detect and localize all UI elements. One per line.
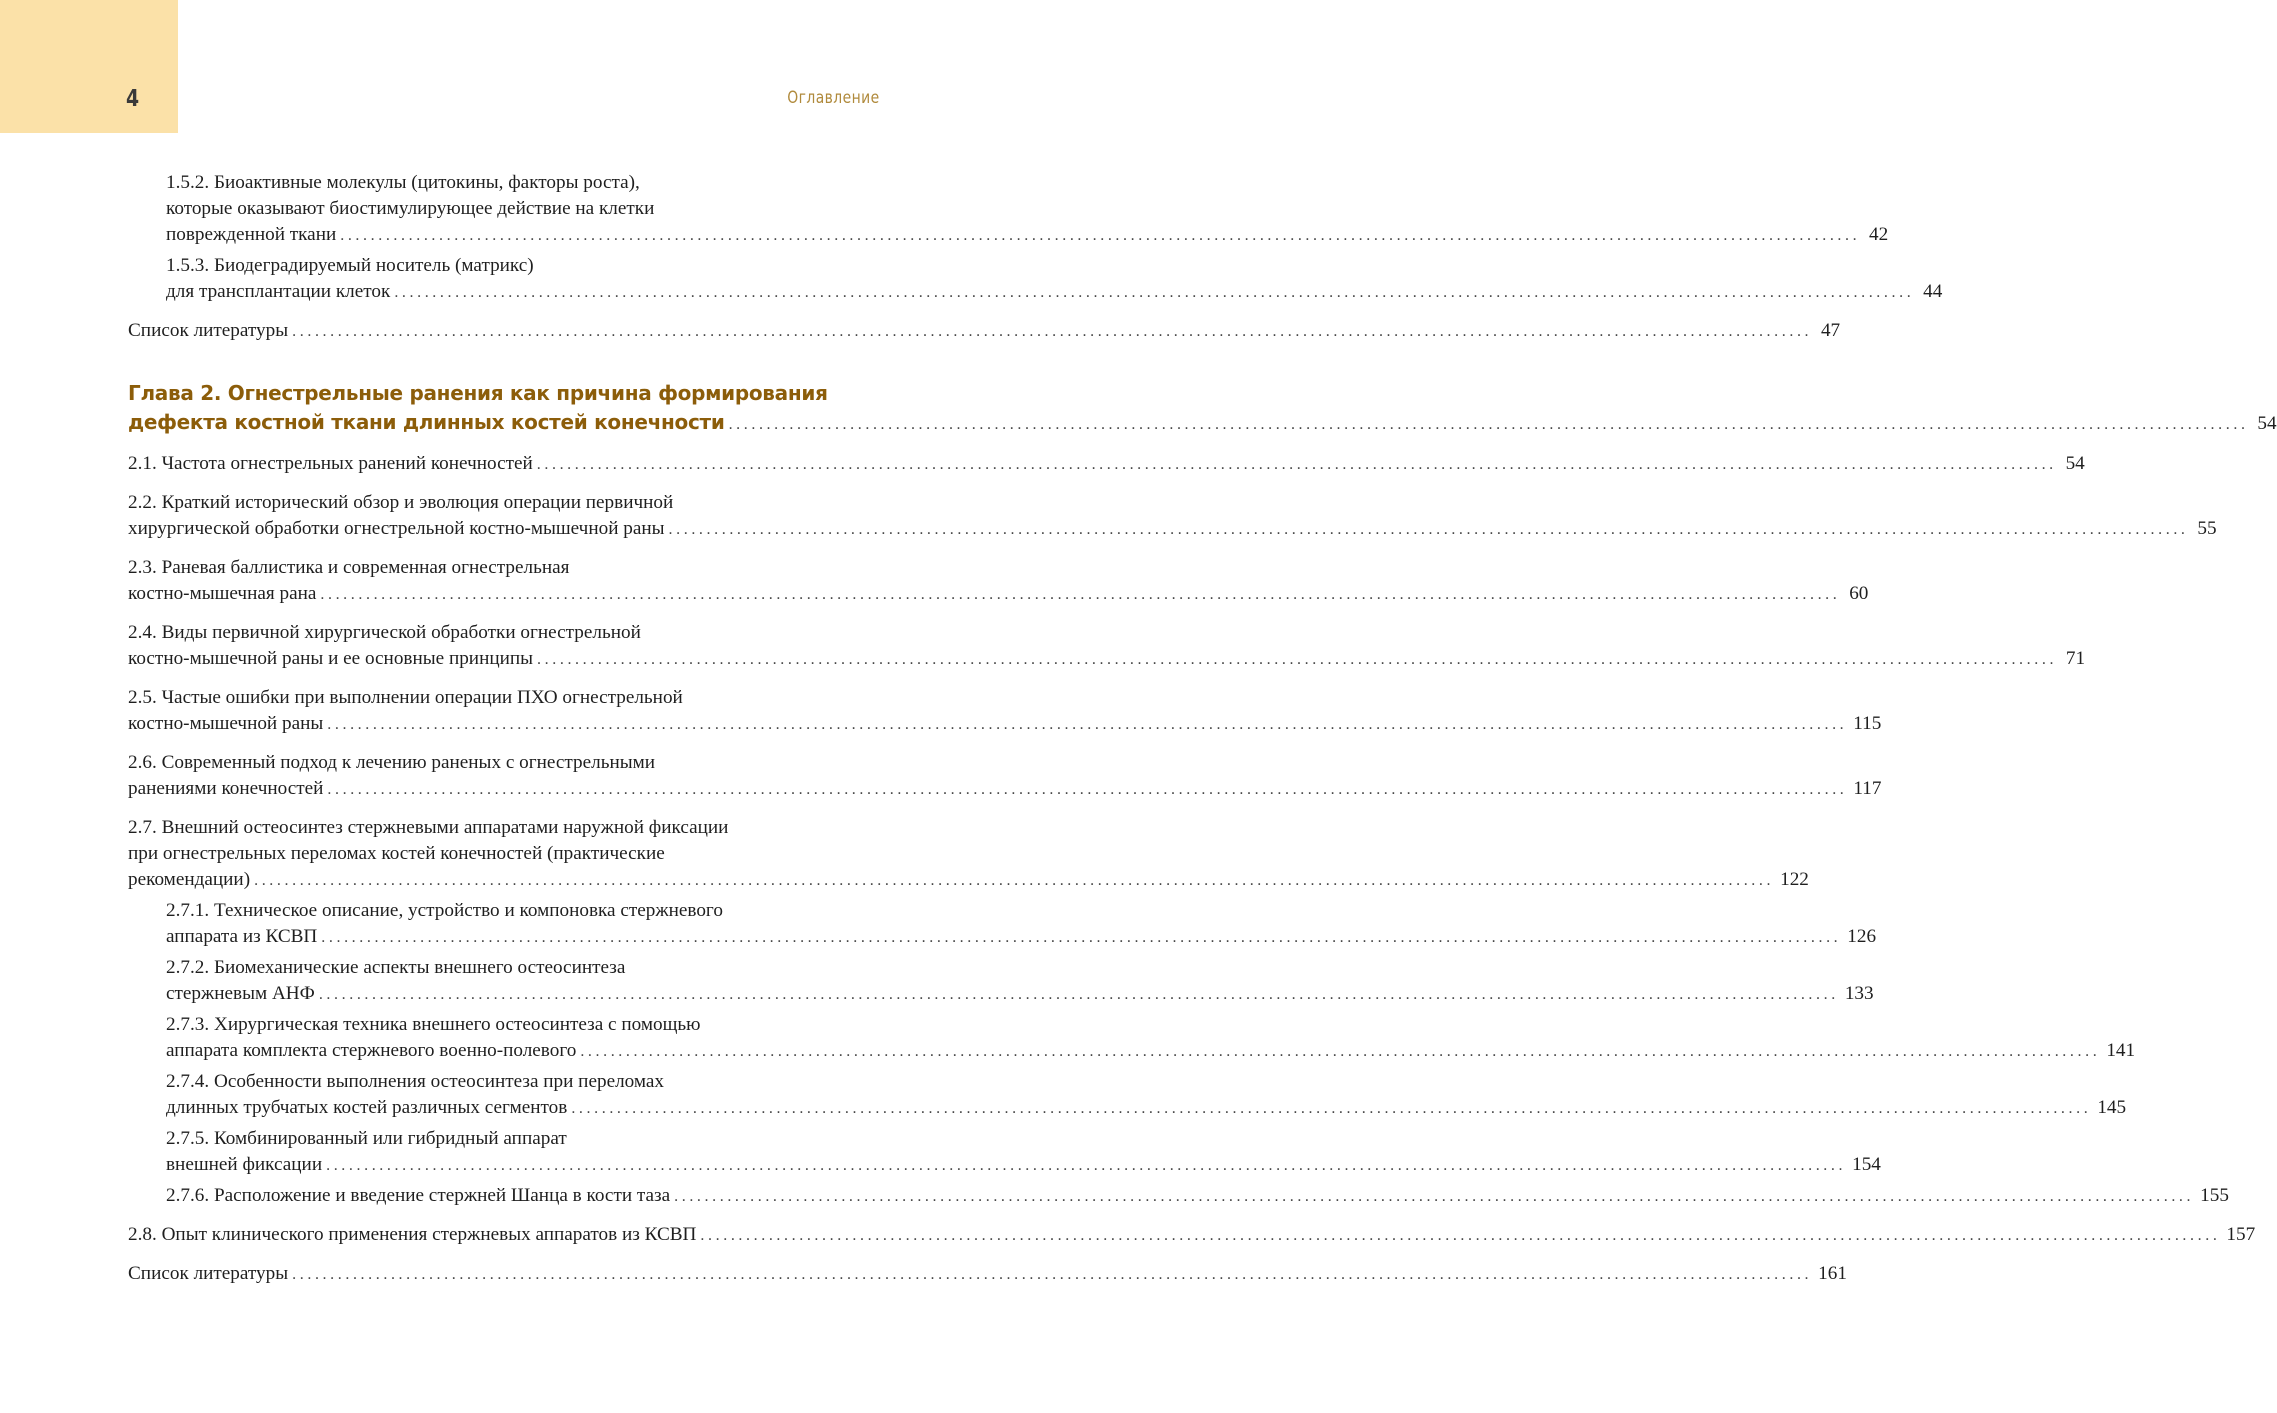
toc-entry-text: стержневым АНФ [166,983,315,1004]
toc-entry-text: дефекта костной ткани длинных костей конечности [128,410,725,434]
toc-entry[interactable] [128,253,1943,306]
toc-entry[interactable] [128,1261,1847,1288]
toc-entry[interactable] [128,170,1889,249]
dot-leader: ........................................................................................................................................................................................................ [580,1043,2101,1060]
dot-leader: ........................................................................................................................................................................................................ [320,586,1841,603]
toc-page-number: 71 [2065,648,2086,669]
dot-leader: ........................................................................................................................................................................................................ [254,872,1775,889]
dot-leader: ........................................................................................................................................................................................................ [292,323,1813,340]
toc-entry[interactable] [128,1012,2136,1065]
toc-chapter-entry[interactable] [128,379,2277,439]
toc-entry-text: поврежденной ткани [166,224,337,245]
toc-entry[interactable] [128,955,1874,1008]
toc-entry[interactable] [128,555,1869,608]
toc-entry-text: 2.6. Современный подход к лечению раненых с огнестрельными [128,752,656,773]
dot-leader: ........................................................................................................................................................................................................ [292,1266,1813,1283]
toc-entry-text: 2.5. Частые ошибки при выполнении операции ПХО огнестрельной [128,687,683,708]
toc-page-number: 54 [2065,453,2085,474]
dot-leader: ........................................................................................................................................................................................................ [318,986,1839,1003]
toc-entry-text: длинных трубчатых костей различных сегментов [166,1097,568,1118]
toc-page-number: 154 [1852,1154,1881,1175]
toc-entry[interactable] [128,1183,2229,1210]
toc-entry[interactable] [128,898,1877,951]
toc-entry-text: аппарата из КСВП [166,926,318,947]
toc-entry-text: 1.5.2. Биоактивные молекулы (цитокины, факторы роста), [166,172,640,193]
toc-entry-text: костно-мышечной раны [128,713,324,734]
toc-entry[interactable] [128,318,1841,345]
toc-entry-text: 2.4. Виды первичной хирургической обработки огнестрельной [128,622,641,643]
toc-page-number: 55 [2197,518,2217,539]
toc-entry-text: Список литературы [128,320,289,341]
toc-entry[interactable] [128,685,1882,738]
toc-page-number: 60 [1849,583,1869,604]
toc-page-number: 47 [1820,320,1841,341]
toc-entry[interactable] [128,815,1809,894]
toc-entry[interactable] [128,490,2217,543]
toc-entry-text: внешней фиксации [166,1154,323,1175]
toc-page-number: 115 [1853,713,1882,734]
toc-entry[interactable] [128,1126,1881,1179]
page-corner-tab [0,0,178,133]
toc-entry-text: 2.2. Краткий исторический обзор и эволюция операции первичной [128,492,674,513]
toc-entry-text: Список литературы [128,1263,289,1284]
toc-entry-text: для трансплантации клеток [166,281,391,302]
toc-page-number: 161 [1818,1263,1847,1284]
dot-leader: ........................................................................................................................................................................................................ [728,416,2249,433]
toc-entry[interactable] [128,451,2085,478]
toc-page-number: 126 [1847,926,1877,947]
toc-page-number: 42 [1869,224,1889,245]
toc-entry-text: которые оказывают биостимулирующее действие на клетки [166,198,655,219]
toc-entry-text: 2.7. Внешний остеосинтез стержневыми аппаратами наружной фиксации [128,817,729,838]
table-of-contents [128,170,2277,1288]
toc-page-number: 122 [1780,869,1809,890]
toc-entry-text: 2.7.4. Особенности выполнения остеосинтеза при переломах [166,1071,665,1092]
dot-leader: ........................................................................................................................................................................................................ [327,716,1848,733]
toc-entry-text: при огнестрельных переломах костей конечностей (практические [128,843,665,864]
toc-entry-text: хирургической обработки огнестрельной костно-мышечной раны [128,518,665,539]
toc-entry-text: 2.7.5. Комбинированный или гибридный аппарат [166,1128,567,1149]
toc-page-number: 145 [2097,1097,2127,1118]
toc-page-number: 117 [1853,778,1882,799]
running-header-title: Оглавление [787,88,880,108]
toc-entry[interactable] [128,750,1882,803]
dot-leader: ........................................................................................................................................................................................................ [394,284,1915,301]
toc-entry-text: Глава 2. Огнестрельные ранения как причина формирования [128,381,828,405]
toc-entry[interactable] [128,1069,2127,1122]
toc-entry-text: 2.7.3. Хирургическая техника внешнего остеосинтеза с помощью [166,1014,701,1035]
dot-leader: ........................................................................................................................................................................................................ [700,1227,2221,1244]
dot-leader: ........................................................................................................................................................................................................ [326,1157,1847,1174]
dot-leader: ........................................................................................................................................................................................................ [327,781,1848,798]
toc-entry-text: 1.5.3. Биодеградируемый носитель (матрикс) [166,255,534,276]
dot-leader: ........................................................................................................................................................................................................ [668,521,2189,538]
toc-entry-text: аппарата комплекта стержневого военно-полевого [166,1040,577,1061]
dot-leader: ........................................................................................................................................................................................................ [674,1188,2195,1205]
toc-page-number: 155 [2200,1185,2229,1206]
dot-leader: ........................................................................................................................................................................................................ [571,1100,2092,1117]
toc-entry-text: 2.7.6. Расположение и введение стержней Шанца в кости таза [166,1185,671,1206]
toc-entry-text: 2.3. Раневая баллистика и современная огнестрельная [128,557,570,578]
toc-entry-text: 2.7.2. Биомеханические аспекты внешнего остеосинтеза [166,957,626,978]
dot-leader: ........................................................................................................................................................................................................ [340,227,1861,244]
toc-page-number: 133 [1844,983,1874,1004]
toc-entry-text: рекомендации) [128,869,251,890]
toc-page-number: 54 [2257,413,2277,434]
dot-leader: ........................................................................................................................................................................................................ [321,929,1842,946]
toc-entry[interactable] [128,620,2086,673]
toc-entry-text: костно-мышечной раны и ее основные принципы [128,648,534,669]
toc-entry-text: 2.7.1. Техническое описание, устройство и компоновка стержневого [166,900,723,921]
toc-page-number: 141 [2106,1040,2136,1061]
toc-page-number: 44 [1923,281,1943,302]
toc-page-number: 157 [2226,1224,2256,1245]
toc-entry-text: костно-мышечная рана [128,583,317,604]
page-number: 4 [126,86,140,112]
dot-leader: ........................................................................................................................................................................................................ [537,651,2058,668]
toc-entry-text: 2.1. Частота огнестрельных ранений конечностей [128,453,533,474]
toc-entry-text: ранениями конечностей [128,778,324,799]
toc-entry[interactable] [128,1222,2256,1249]
dot-leader: ........................................................................................................................................................................................................ [536,456,2057,473]
toc-entry-text: 2.8. Опыт клинического применения стержневых аппаратов из КСВП [128,1224,697,1245]
